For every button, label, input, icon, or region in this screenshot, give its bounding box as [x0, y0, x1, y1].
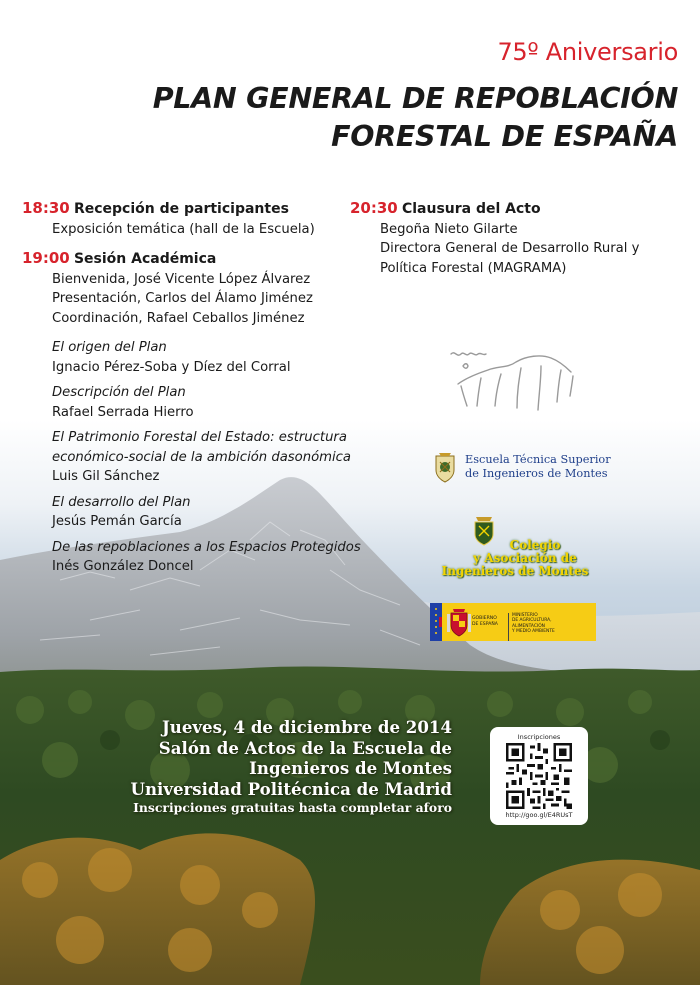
event-venue-line-1: Salón de Actos de la Escuela de: [158, 737, 452, 758]
ministerio-line-1: MINISTERIO: [512, 613, 538, 618]
talk-topic: Descripción del Plan: [52, 385, 186, 400]
talk-speaker: Jesús Pemán García: [52, 514, 182, 529]
talk-topic: El origen del Plan: [52, 340, 167, 355]
etsi-line-2: de Ingenieros de Montes: [465, 467, 608, 480]
event-venue-line-3: Universidad Politécnica de Madrid: [130, 778, 452, 799]
event-date: Jueves, 4 de diciembre de 2014: [161, 717, 452, 737]
talk-speaker: Luis Gil Sánchez: [52, 469, 160, 484]
section-title: Recepción de participantes: [73, 201, 289, 217]
program-line: Begoña Nieto Gilarte: [380, 221, 518, 237]
ministerio-line-3: Y MEDIO AMBIENTE: [512, 629, 555, 635]
program-line: Política Forestal (MAGRAMA): [380, 260, 567, 276]
title-line-1: PLAN GENERAL DE REPOBLACIÓN: [152, 82, 678, 115]
program-right: [350, 199, 680, 278]
program-line: Directora General de Desarrollo Rural y: [380, 241, 640, 256]
anniversary-label: 75º Aniversario: [497, 38, 678, 66]
qr-label: Inscripciones: [517, 733, 561, 741]
section-title: Clausura del Acto: [401, 201, 541, 217]
talk-speaker: Rafael Serrada Hierro: [52, 404, 194, 420]
colegio-ingenieros-montes-logo: [440, 512, 600, 584]
colegio-line-3: Ingenieros de Montes: [441, 564, 589, 578]
title-line-2: FORESTAL DE ESPAÑA: [331, 120, 678, 153]
talk-speaker: Ignacio Pérez-Soba y Díez del Corral: [52, 359, 291, 375]
time-label: 20:30: [350, 199, 398, 217]
time-label: 18:30: [22, 199, 70, 217]
eu-flag-icon: [430, 603, 442, 641]
program-line: Exposición temática (hall de la Escuela): [52, 221, 315, 237]
qr-code-icon[interactable]: [506, 743, 572, 809]
colegio-line-2: y Asociación de: [473, 551, 577, 565]
poster-title: [38, 80, 678, 156]
etsi-line-1: Escuela Técnica Superior: [465, 453, 611, 466]
forest-sketch-drawing: [443, 344, 583, 420]
ministerio-line-2: DE AGRICULTURA, ALIMENTACIÓN: [512, 618, 552, 629]
qr-url-link[interactable]: http://goo.gl/E4RUsT: [505, 811, 573, 819]
talk-topic: De las repoblaciones a los Espacios Protegidos: [52, 539, 361, 555]
colegio-line-1: Colegio: [509, 538, 561, 552]
program-line: Presentación, Carlos del Álamo Jiménez: [52, 291, 313, 306]
section-title: Sesión Académica: [73, 251, 217, 267]
event-venue-line-2: Ingenieros de Montes: [249, 758, 452, 778]
time-label: 19:00: [22, 249, 70, 267]
spain-coat-of-arms-icon: [446, 606, 472, 638]
program-left: [22, 199, 361, 577]
crest-icon: [430, 450, 460, 484]
program-block-closing: [350, 199, 680, 220]
talk-topic-continued: económico-social de la ambición dasonómica: [52, 449, 352, 465]
talk-speaker: Inés González Doncel: [52, 559, 194, 574]
program-line: Bienvenida, José Vicente López Álvarez: [52, 271, 311, 287]
gobierno-ministerio-logo: [430, 603, 596, 641]
gobierno-line-1: GOBIERNO: [472, 616, 497, 621]
gobierno-line-2: DE ESPAÑA: [472, 621, 498, 627]
talk-topic: El desarrollo del Plan: [52, 494, 191, 510]
event-details: [130, 717, 452, 817]
qr-code-card[interactable]: [490, 727, 588, 825]
program-line: Coordinación, Rafael Ceballos Jiménez: [52, 310, 305, 326]
registration-note: Inscripciones gratuitas hasta completar aforo: [133, 800, 452, 815]
etsi-montes-logo: [430, 447, 630, 487]
program-block-reception: [22, 199, 352, 220]
talk-topic: El Patrimonio Forestal del Estado: estructura: [52, 430, 347, 445]
program-block-session: [22, 249, 352, 270]
